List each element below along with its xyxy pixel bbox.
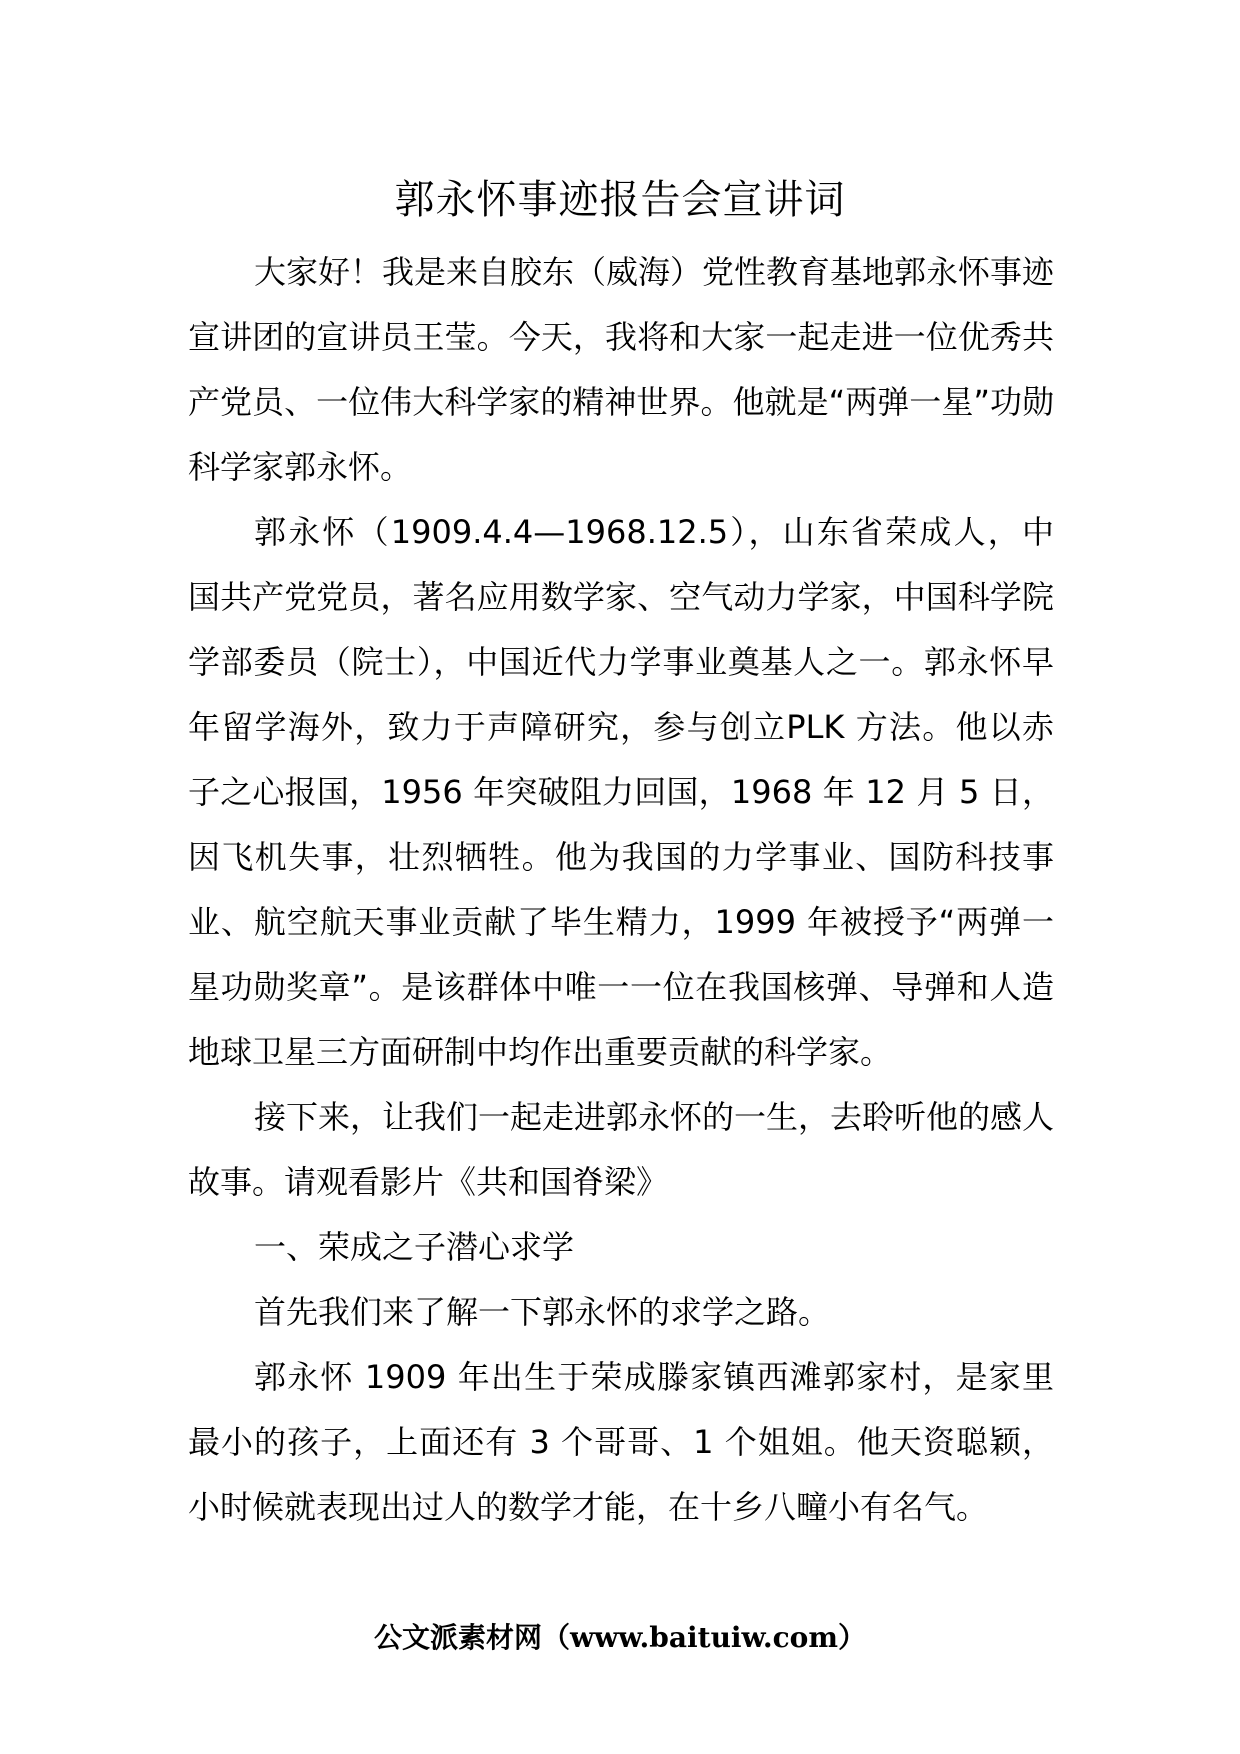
document-title: 郭永怀事迹报告会宣讲词 [394, 177, 846, 223]
section-heading: 一、荣成之子潜心求学 [254, 1228, 575, 1266]
document-body [188, 240, 1054, 1540]
paragraph-film-intro: 接下来，让我们一起走进郭永怀的一生，去聆听他的感人故事。请观看影片《共和国脊梁》 [188, 1098, 1055, 1201]
paragraph-study-intro: 首先我们来了解一下郭永怀的求学之路。 [254, 1293, 831, 1331]
footer-watermark: 公文派素材网（www.baituiw.com） [374, 1621, 866, 1654]
paragraph-greeting: 大家好！我是来自胶东（威海）党性教育基地郭永怀事迹宣讲团的宣讲员王莹。今天，我将和大家一起走进一位优秀共产党员、一位伟大科学家的精神世界。他就是“两弹一星”功勋科学家郭永怀。 [188, 253, 1055, 486]
paragraph-childhood: 郭永怀 1909 年出生于荣成滕家镇西滩郭家村，是家里最小的孩子，上面还有 3 个哥哥、1 个姐姐。他天资聪颖，小时候就表现出过人的数学才能，在十乡八疃小有名气。 [188, 1358, 1054, 1526]
paragraph-biography: 郭永怀（1909.4.4—1968.12.5），山东省荣成人，中国共产党党员，著名应用数学家、空气动力学家，中国科学院学部委员（院士），中国近代力学事业奠基人之一。郭永怀早年留学海外，致力于声障研究，参与创立PLK 方法。他以赤子之心报国，1956 年突破阻力回国，1968 年 12 月 5 日，因飞机失事，壮烈牺牲。他为我国的力学事业、国防科技事业、航空航天事业贡献了毕生精力，1999 年被授予“两弹一星功勋奖章”。是该群体中唯一一位在我国核弹、导弹和人造地球卫星三方面研制中均作出重要贡献的科学家。 [188, 513, 1054, 1071]
